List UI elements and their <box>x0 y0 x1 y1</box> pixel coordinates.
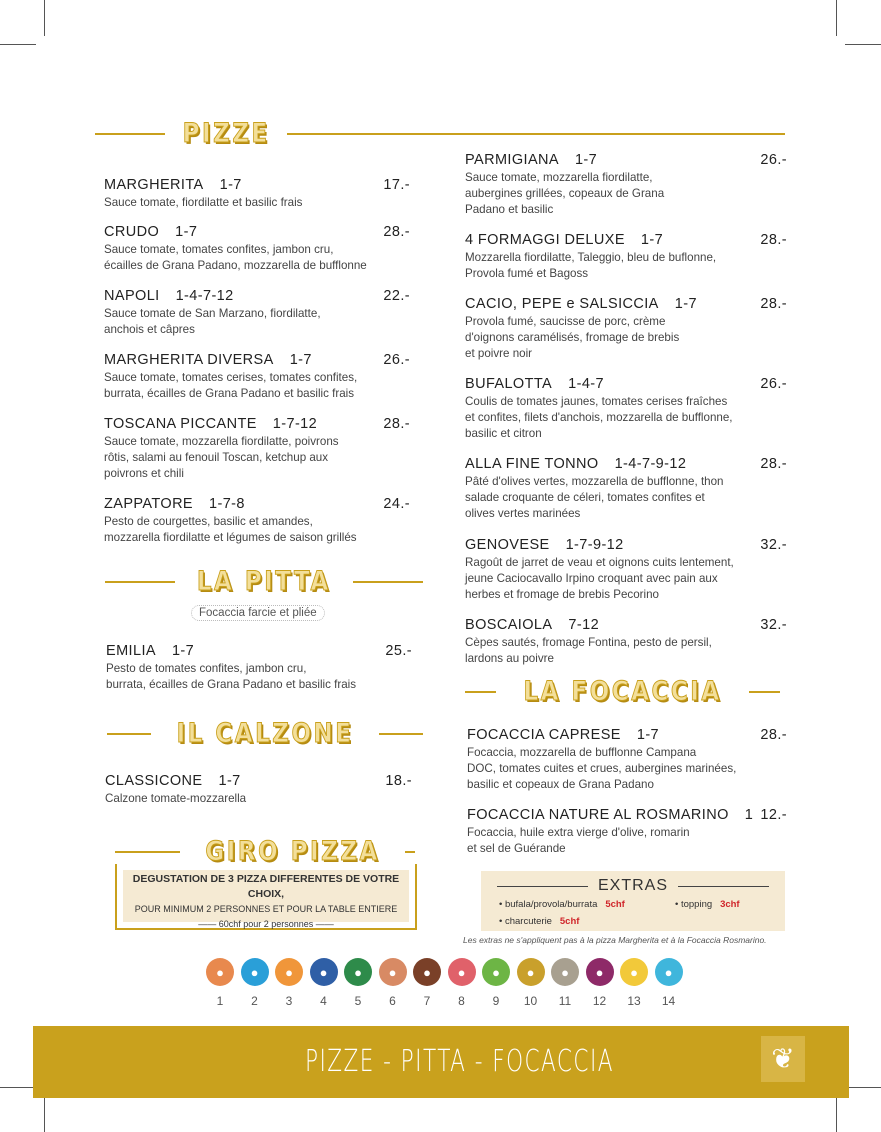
menu-item <box>465 617 787 667</box>
item-description: mozzarella fiordilatte et légumes de saison grillés <box>104 531 357 544</box>
item-price: 12.- <box>760 807 787 823</box>
menu-item <box>104 224 410 274</box>
item-description: Focaccia, mozzarella de bufflonne Campana <box>467 746 697 759</box>
item-description: Coulis de tomates jaunes, tomates cerises fraîches <box>465 395 728 408</box>
item-name: FOCACCIA CAPRESE <box>467 727 621 743</box>
item-name: BUFALOTTA <box>465 376 553 392</box>
extra-price: 5chf <box>605 899 625 910</box>
menu-item <box>104 352 410 402</box>
crab-icon: ● <box>241 958 269 986</box>
menu-item <box>104 416 410 482</box>
item-allergens: 1-7-9-12 <box>565 537 624 553</box>
item-description: Cèpes sautés, fromage Fontina, pesto de persil, <box>465 636 712 649</box>
menu-item <box>105 773 412 807</box>
item-price: 28.- <box>383 416 410 432</box>
item-name: EMILIA <box>106 643 156 659</box>
item-description: écailles de Grana Padano, mozzarella de bufflonne <box>104 259 367 272</box>
item-name: 4 FORMAGGI DELUXE <box>465 232 625 248</box>
item-price: 28.- <box>760 727 787 743</box>
footer-bar <box>33 1026 849 1098</box>
item-price: 26.- <box>383 352 410 368</box>
giro-box <box>115 864 417 930</box>
item-price: 18.- <box>385 773 412 789</box>
item-description: anchois et câpres <box>104 323 195 336</box>
allergen-number: 12 <box>592 994 607 1008</box>
allergen-number: 8 <box>458 994 465 1008</box>
menu-item <box>465 537 787 603</box>
allergen-4 <box>310 958 338 1008</box>
menu-item <box>465 232 787 282</box>
item-description: Provola fumé et Bagoss <box>465 267 589 280</box>
item-description: et poivre noir <box>465 347 533 360</box>
item-price: 22.- <box>383 288 410 304</box>
allergen-14 <box>655 958 683 1008</box>
item-description: Sauce tomate, mozzarella fiordilatte, <box>465 171 653 184</box>
allergen-number: 9 <box>492 994 500 1008</box>
menu-item <box>465 296 787 362</box>
extras-title: EXTRAS <box>598 877 669 894</box>
item-description: jeune Caciocavallo Irpino croquant avec pain aux <box>465 572 718 585</box>
item-price: 26.- <box>760 376 787 392</box>
item-name: GENOVESE <box>465 537 550 553</box>
item-name: NAPOLI <box>104 288 160 304</box>
item-description: Ragoût de jarret de veau et oignons cuits lentement, <box>465 556 734 569</box>
menu-item <box>465 152 787 218</box>
item-name: PARMIGIANA <box>465 152 559 168</box>
item-name: CLASSICONE <box>105 773 203 789</box>
pitta-heading: LA PITTA <box>105 566 423 597</box>
item-price: 28.- <box>760 232 787 248</box>
allergen-7 <box>413 958 441 1008</box>
milk-icon: ● <box>413 958 441 986</box>
item-name: MARGHERITA DIVERSA <box>104 352 274 368</box>
celery-icon: ● <box>482 958 510 986</box>
item-price: 17.- <box>383 177 410 193</box>
item-description: Sauce tomate, fiordilatte et basilic frais <box>104 196 303 209</box>
allergen-10 <box>517 958 545 1008</box>
item-description: salade croquante de céleri, tomates confites et <box>465 491 705 504</box>
item-description: Sauce tomate, tomates cerises, tomates confites, <box>104 371 358 384</box>
item-description: Pâté d'olives vertes, mozzarella de bufflonne, thon <box>465 475 724 488</box>
item-name: ALLA FINE TONNO <box>465 456 599 472</box>
item-description: et sel de Guérande <box>467 842 566 855</box>
extras-box <box>481 871 785 931</box>
item-description: rôtis, salami au fenouil Toscan, ketchup aux <box>104 451 329 464</box>
item-description: Focaccia, huile extra vierge d'olive, romarin <box>467 826 690 839</box>
item-description: lardons au poivre <box>465 652 554 665</box>
item-allergens: 1-4-7-9-12 <box>614 456 687 472</box>
item-description: Pesto de courgettes, basilic et amandes, <box>104 515 313 528</box>
item-description: Pesto de tomates confites, jambon cru, <box>106 662 307 675</box>
allergen-1 <box>206 958 234 1008</box>
mustard-icon: ● <box>517 958 545 986</box>
item-description: Mozzarella fiordilatte, Taleggio, bleu de buflonne, <box>465 251 717 264</box>
sesame-icon: ● <box>551 958 579 986</box>
menu-item <box>106 643 412 693</box>
item-description: poivrons et chili <box>104 467 184 480</box>
allergen-number: 1 <box>216 994 224 1008</box>
item-description: et confites, filets d'anchois, mozzarella de bufflonne, <box>465 411 733 424</box>
item-name: CACIO, PEPE e SALSICCIA <box>465 296 659 312</box>
menu-item <box>467 807 787 857</box>
extra-label: bufala/provola/burrata <box>504 899 598 910</box>
allergen-number: 10 <box>523 994 538 1008</box>
pitta-subtitle: Focaccia farcie et pliée <box>191 605 325 621</box>
item-description: Padano et basilic <box>465 203 554 216</box>
item-description: burrata, écailles de Grana Padano et basilic frais <box>104 387 355 400</box>
giro-line1: DEGUSTATION DE 3 PIZZA DIFFERENTES DE VOTRE CHOIX, <box>132 873 400 900</box>
allergen-2 <box>241 958 269 1008</box>
item-allergens: 1-7 <box>219 177 242 193</box>
shell-icon: ● <box>655 958 683 986</box>
menu-item <box>467 727 787 793</box>
item-price: 32.- <box>760 617 787 633</box>
allergen-number: 14 <box>661 994 676 1008</box>
focaccia-heading: LA FOCACCIA <box>465 676 780 707</box>
menu-item <box>465 456 787 522</box>
giro-line2: POUR MINIMUM 2 PERSONNES ET POUR LA TABLE ENTIERE <box>134 904 398 914</box>
item-description: Sauce tomate, tomates confites, jambon cru, <box>104 243 334 256</box>
allergen-number: 11 <box>558 994 572 1008</box>
menu-item <box>104 177 410 211</box>
item-description: basilic et citron <box>465 427 542 440</box>
item-price: 25.- <box>385 643 412 659</box>
item-description: Sauce tomate de San Marzano, fiordilatte, <box>104 307 321 320</box>
item-name: BOSCAIOLA <box>465 617 553 633</box>
peanut-icon: ● <box>379 958 407 986</box>
allergen-number: 13 <box>627 994 641 1008</box>
item-name: FOCACCIA NATURE AL ROSMARINO <box>467 807 729 823</box>
item-price: 28.- <box>760 296 787 312</box>
allergen-number: 4 <box>320 994 327 1008</box>
allergen-5 <box>344 958 372 1008</box>
item-allergens: 1-7 <box>218 773 241 789</box>
allergen-legend <box>206 958 683 1008</box>
fish-icon: ● <box>310 958 338 986</box>
allergen-3 <box>275 958 303 1008</box>
item-allergens: 1-7 <box>636 727 660 743</box>
item-allergens: 1-7-12 <box>272 416 318 432</box>
item-description: Calzone tomate-mozzarella <box>105 792 247 805</box>
menu-item <box>104 288 410 338</box>
extra-item: • charcuterie 5chf <box>499 916 580 927</box>
calzone-heading: IL CALZONE <box>107 718 423 749</box>
item-description: olives vertes marinées <box>465 507 581 520</box>
extra-price: 3chf <box>720 899 740 910</box>
allergen-9 <box>482 958 510 1008</box>
item-allergens: 1-7 <box>175 224 198 240</box>
item-name: ZAPPATORE <box>104 496 194 512</box>
item-description: d'oignons caramélisés, fromage de brebis <box>465 331 680 344</box>
item-price: 32.- <box>760 537 787 553</box>
item-allergens: 1-7 <box>289 352 312 368</box>
item-description: DOC, tomates cuites et crues, aubergines marinées, <box>467 762 737 775</box>
allergen-number: 7 <box>423 994 431 1008</box>
item-description: aubergines grillées, copeaux de Grana <box>465 187 665 200</box>
extra-item: • topping 3chf <box>675 899 740 910</box>
menu-item <box>104 496 410 546</box>
item-allergens: 1-7-8 <box>209 496 245 512</box>
tree-logo-icon: ❦ <box>761 1036 805 1082</box>
item-description: herbes et fromage de brebis Pecorino <box>465 588 659 601</box>
item-price: 28.- <box>383 224 410 240</box>
item-description: Provola fumé, saucisse de porc, crème <box>465 315 666 328</box>
item-description: burrata, écailles de Grana Padano et basilic frais <box>106 678 357 691</box>
lupin-icon: ● <box>620 958 648 986</box>
giro-heading: GIRO PIZZA <box>115 836 415 867</box>
item-name: TOSCANA PICCANTE <box>104 416 257 432</box>
extras-note: Les extras ne s'appliquent pas à la pizza Margherita et à la Focaccia Rosmarino. <box>463 935 767 945</box>
item-allergens: 1-7 <box>574 152 598 168</box>
extra-item: • bufala/provola/burrata 5chf <box>499 899 625 910</box>
giro-line3: —— 60chf pour 2 personnes —— <box>198 919 334 929</box>
allergen-number: 2 <box>251 994 258 1008</box>
item-description: Sauce tomate, mozzarella fiordilatte, poivrons <box>104 435 339 448</box>
allergen-12 <box>586 958 614 1008</box>
allergen-8 <box>448 958 476 1008</box>
menu-item <box>465 376 787 442</box>
allergen-13 <box>620 958 648 1008</box>
egg-icon: ● <box>275 958 303 986</box>
wheat-icon: ● <box>206 958 234 986</box>
allergen-6 <box>379 958 407 1008</box>
item-allergens: 1-4-7 <box>568 376 604 392</box>
allergen-number: 6 <box>389 994 396 1008</box>
item-name: MARGHERITA <box>104 177 204 193</box>
item-price: 26.- <box>760 152 787 168</box>
allergen-11 <box>551 958 579 1008</box>
item-price: 28.- <box>760 456 787 472</box>
sulphite-icon: ● <box>586 958 614 986</box>
soy-icon: ● <box>344 958 372 986</box>
nut-icon: ● <box>448 958 476 986</box>
item-allergens: 1-4-7-12 <box>175 288 234 304</box>
item-allergens: 1 <box>744 807 754 823</box>
item-allergens: 1-7 <box>640 232 664 248</box>
item-allergens: 7-12 <box>568 617 600 633</box>
allergen-number: 3 <box>285 994 293 1008</box>
extra-label: topping <box>680 899 713 910</box>
extra-price: 5chf <box>559 916 580 927</box>
item-price: 24.- <box>383 496 410 512</box>
item-allergens: 1-7 <box>171 643 195 659</box>
extra-label: charcuterie <box>504 916 552 927</box>
allergen-number: 5 <box>354 994 362 1008</box>
item-description: basilic et copeaux de Grana Padano <box>467 778 654 791</box>
pizze-heading: PIZZE <box>95 118 785 149</box>
item-name: CRUDO <box>104 224 160 240</box>
item-allergens: 1-7 <box>674 296 697 312</box>
footer-title: PIZZE - PITTA - FOCACCIA <box>305 1044 614 1079</box>
